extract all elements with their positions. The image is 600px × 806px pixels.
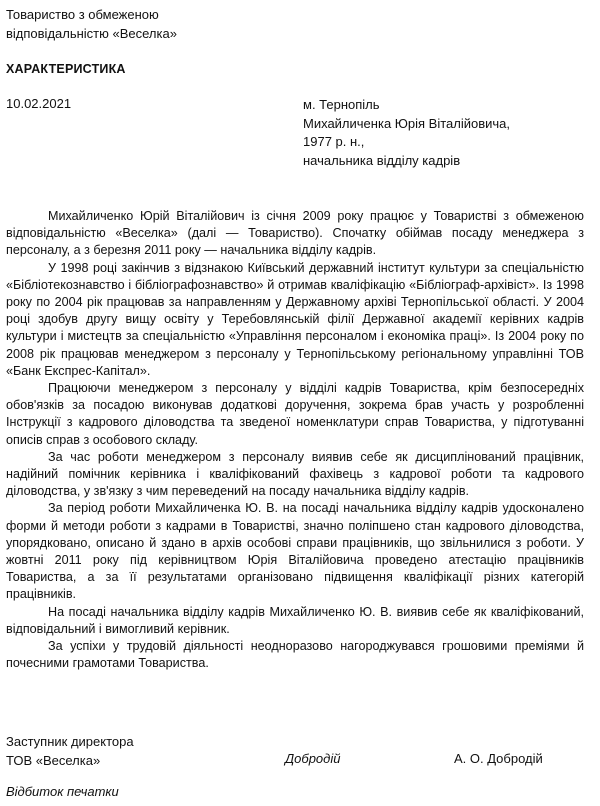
signatory-title: [6, 732, 134, 770]
birth-year: 1977 р. н.,: [303, 134, 365, 149]
paragraph-2: У 1998 році закінчив з відзнакою Київський державний інститут культури за спеціальністю «Бібліотекознавство і бібліографознавство» й отримав кваліфікацію «Бібліограф-архівіст». Із 1998 року по 2004 рік працював за направленням у Державному архіві Тернопільської області. У 2004 році здобув другу вищу освіту у Теребовлянській філії Державної академії керівних кадрів культури і мистецтв за спеціальністю «Управління персоналом і економіка праці». Із 2004 року по 2008 рік працював менеджером з персоналу у Тернопільському регіональному управлінні ТОВ «Банк Експрес-Капітал».: [6, 260, 584, 378]
document-body: [6, 208, 584, 672]
signatory-name: А. О. Добродій: [454, 751, 543, 766]
signature: Добродій: [285, 751, 341, 766]
paragraph-6: На посаді начальника відділу кадрів Михайличенко Ю. В. виявив себе як кваліфікований, відповідальний і вимогливий керівник.: [6, 604, 584, 636]
signatory-title-line-1: Заступник директора: [6, 734, 134, 749]
city: м. Тернопіль: [303, 97, 380, 112]
signatory-title-line-2: ТОВ «Веселка»: [6, 753, 101, 768]
addressee-block: [303, 96, 510, 170]
person-position: начальника відділу кадрів: [303, 152, 461, 168]
document-date: 10.02.2021: [6, 96, 72, 111]
organization-line-2: відповідальністю «Веселка»: [6, 26, 177, 41]
document-title: ХАРАКТЕРИСТИКА: [6, 62, 126, 76]
paragraph-3: Працюючи менеджером з персоналу у відділі кадрів Товариства, крім безпосередніх обов'язків за посадою виконував додаткові доручення, зокрема брав участь у розробленні Інструкції з кадрового діловодства та зведеної номенклатури справ Товариства, у підготуванні описів справ з особового складу.: [6, 381, 584, 447]
person-name: Михайличенка Юрія Віталійовича,: [303, 115, 511, 131]
organization-line-1: Товариство з обмеженою: [6, 7, 159, 22]
paragraph-1: Михайличенко Юрій Віталійович із січня 2009 року працює у Товаристві з обмеженою відповідальністю «Веселка» (далі — Товариство). Спочатку обіймав посаду менеджера з персоналу, а з березня 2011 року — начальника відділу кадрів.: [6, 209, 584, 258]
paragraph-4: За час роботи менеджером з персоналу виявив себе як дисциплінований працівник, надійний помічник керівника і кваліфікований фахівець з кадрової роботи та кадрового діловодства, у зв'язку з чим переведений на посаду начальника відділу кадрів.: [6, 449, 584, 499]
paragraph-5: За період роботи Михайличенка Ю. В. на посаді начальника відділу кадрів удосконалено форми й методи роботи з кадрами в Товаристві, значно поліпшено стан кадрового діловодства, упорядковано, описано й здано в архів особові справи працівників, що звільнилися з роботи. У жовтні 2011 року під керівництвом Юрія Віталійовича проведено атестацію працівників Товариства, а за її результатами організовано підвищення кваліфікації різних категорій працівників.: [6, 501, 584, 602]
stamp-note: Відбиток печатки: [6, 784, 119, 799]
organization-header: [6, 5, 177, 43]
paragraph-7: За успіхи у трудовій діяльності неодноразово нагороджувався грошовими преміями й почесними грамотами Товариства.: [6, 639, 584, 671]
